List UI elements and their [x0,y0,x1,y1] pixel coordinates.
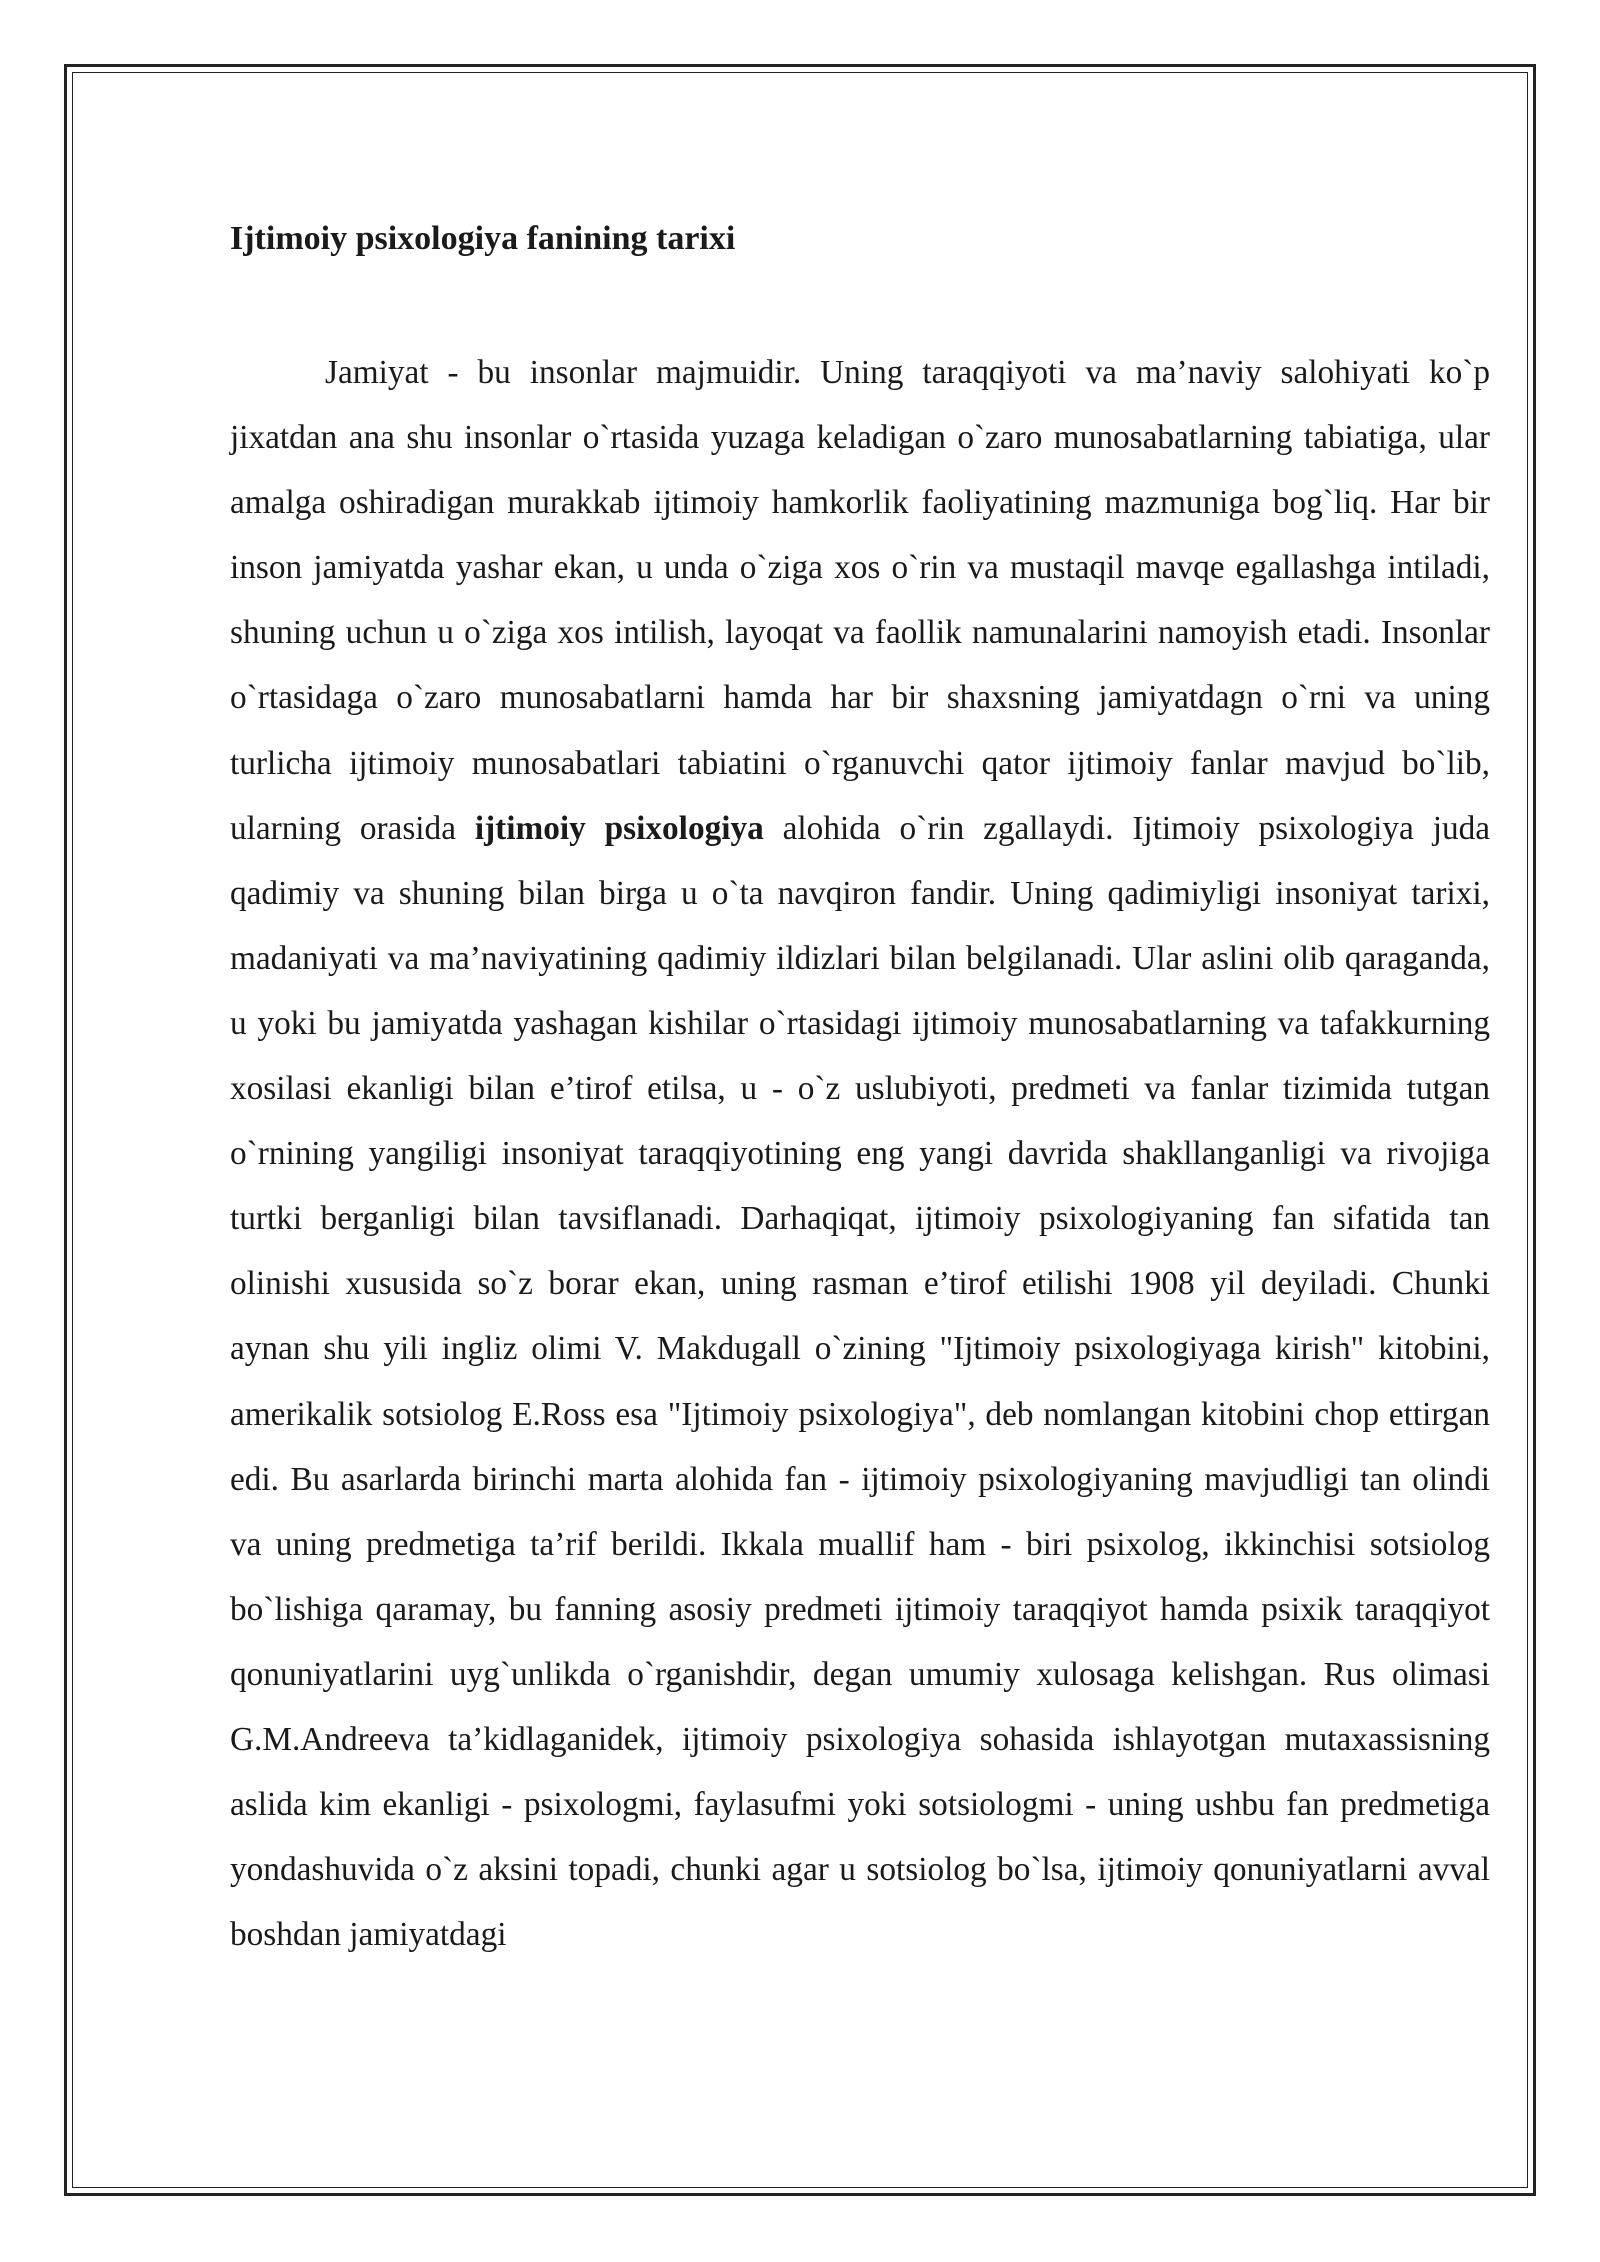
body-paragraph [230,340,1490,1967]
document-content [230,205,1490,1967]
paragraph-text-part1: Jamiyat - bu insonlar majmuidir. Uning taraqqiyoti va ma’naviy salohiyati ko`p jixatdan ana shu insonlar o`rtasida yuzaga keladigan o`zaro munosabatlarning tabiatiga, ular amalga oshiradigan murakkab ijtimoiy hamkorlik faoliyatining mazmuniga bog`liq. Har bir inson jamiyatda yashar ekan, u unda o`ziga xos o`rin va mustaqil mavqe egallashga intiladi, shuning uchun u o`ziga xos intilish, layoqat va faollik namunalarini namoyish etadi. Insonlar o`rtasidaga o`zaro munosabatlarni hamda har bir shaxsning jamiyatdagn o`rni va uning turlicha ijtimoiy munosabatlari tabiatini o`rganuvchi qator ijtimoiy fanlar mavjud bo`lib, ularning orasida [230,354,1490,847]
document-title: Ijtimoiy psixologiya fanining tarixi [230,220,736,257]
bold-term: ijtimoiy psixologiya [474,809,764,847]
paragraph-text-part2: alohida o`rin zgallaydi. Ijtimoiy psixologiya juda qadimiy va shuning bilan birga u o`ta navqiron fandir. Uning qadimiyligi insoniyat tarixi, madaniyati va ma’naviyatining qadimiy ildizlari bilan belgilanadi. Ular aslini olib qaraganda, u yoki bu jamiyatda yashagan kishilar o`rtasidagi ijtimoiy munosabatlarning va tafakkurning xosilasi ekanligi bilan e’tirof etilsa, u - o`z uslubiyoti, predmeti va fanlar tizimida tutgan o`rnining yangiligi insoniyat taraqqiyotining eng yangi davrida shakllanganligi va rivojiga turtki berganligi bilan tavsiflanadi. Darhaqiqat, ijtimoiy psixologiyaning fan sifatida tan olinishi xususida so`z borar ekan, uning rasman e’tirof etilishi 1908 yil deyiladi. Chunki aynan shu yili ingliz olimi V. Makdugall o`zining "Ijtimoiy psixologiyaga kirish" kitobini, amerikalik sotsiolog E.Ross esa "Ijtimoiy psixologiya", deb nomlangan kitobini chop ettirgan edi. Bu asarlarda birinchi marta alohida fan - ijtimoiy psixologiyaning mavjudligi tan olindi va uning predmetiga ta’rif berildi. Ikkala muallif ham - biri psixolog, ikkinchisi sotsiolog bo`lishiga qaramay, bu fanning asosiy predmeti ijtimoiy taraqqiyot hamda psixik taraqqiyot qonuniyatlarini uyg`unlikda o`rganishdir, degan umumiy xulosaga kelishgan. Rus olimasi G.M.Andreeva ta’kidlaganidek, ijtimoiy psixologiya sohasida ishlayotgan mutaxassisning aslida kim ekanligi - psixologmi, faylasufmi yoki sotsiologmi - uning ushbu fan predmetiga yondashuvida o`z aksini topadi, chunki agar u sotsiolog bo`lsa, ijtimoiy qonuniyatlarni avval boshdan jamiyatdagi [230,809,1491,1954]
